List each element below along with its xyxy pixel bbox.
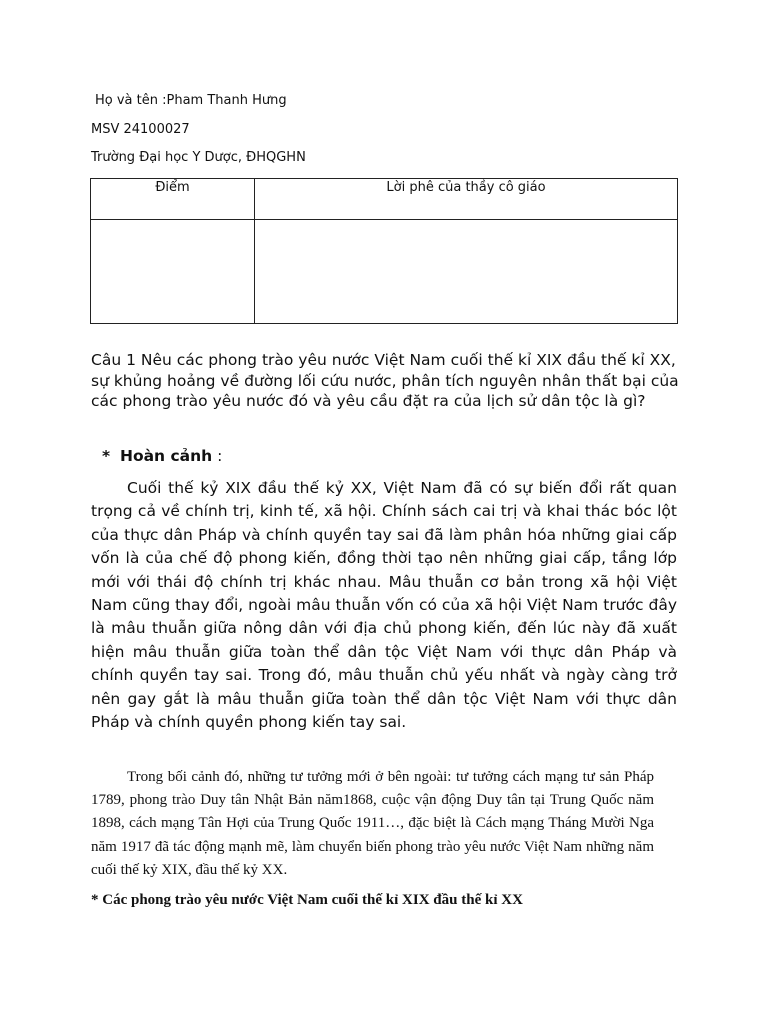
grade-table-header-row	[91, 179, 678, 220]
score-header: Điểm	[91, 179, 255, 220]
context-paragraph: Cuối thế kỷ XIX đầu thế kỷ XX, Việt Nam đã có sự biến đổi rất quan trọng cả về chính trị, kinh tế, xã hội. Chính sách cai trị và khai thác bóc lột của thực dân Pháp và chính quyền tay sai đã làm phân hóa những giai cấp vốn là của chế độ phong kiến, đồng thời tạo nên những giai cấp, tầng lớp mới với thái độ chính trị khác nhau. Mâu thuẫn cơ bản trong xã hội Việt Nam cũng thay đổi, ngoài mâu thuẫn vốn có của xã hội Việt Nam trước đây là mâu thuẫn giữa nông dân với địa chủ phong kiến, đến lúc này đã xuất hiện mâu thuẫn giữa toàn thể dân tộc Việt Nam với thực dân Pháp và chính quyền tay sai. Trong đó, mâu thuẫn chủ yếu nhất và ngày càng trở nên gay gắt là mâu thuẫn giữa toàn thể dân tộc Việt Nam với thực dân Pháp và chính quyền phong kiến tay sai.	[91, 479, 677, 732]
school-name: Trường Đại học Y Dược, ĐHQGHN	[91, 150, 306, 165]
comment-cell	[255, 220, 678, 324]
student-name: Họ và tên :Pham Thanh Hưng	[95, 93, 287, 108]
influence-paragraph: Trong bối cảnh đó, những tư tưởng mới ở bên ngoài: tư tưởng cách mạng tư sản Pháp 1789, phong trào Duy tân Nhật Bản năm1868, cuộc vận động Duy tân tại Trung Quốc năm 1898, cách mạng Tân Hợi của Trung Quốc 1911…, đặc biệt là Cách mạng Tháng Mười Nga năm 1917 đã tác động mạnh mẽ, làm chuyển biến phong trào yêu nước Việt Nam những năm cuối thế kỷ XIX, đầu thế kỷ XX.	[91, 769, 654, 878]
section-heading-context	[102, 446, 222, 466]
student-id: MSV 24100027	[91, 122, 190, 137]
section-title: Hoàn cảnh	[119, 447, 213, 465]
section-heading-movements: * Các phong trào yêu nước Việt Nam cuối thế kỉ XIX đầu thế kỉ XX	[91, 892, 523, 908]
grade-table-body-row	[91, 220, 678, 324]
question-text: Câu 1 Nêu các phong trào yêu nước Việt Nam cuối thế kỉ XIX đầu thế kỉ XX, sự khủng hoảng về đường lối cứu nước, phân tích nguyên nhân thất bại của các phong trào yêu nước đó và yêu cầu đặt ra của lịch sử dân tộc là gì?	[91, 351, 679, 410]
section-colon: :	[217, 447, 223, 465]
comment-header: Lời phê của thầy cô giáo	[255, 179, 678, 220]
score-cell	[91, 220, 255, 324]
section-bullet: *	[102, 447, 111, 465]
grade-table	[90, 178, 678, 324]
